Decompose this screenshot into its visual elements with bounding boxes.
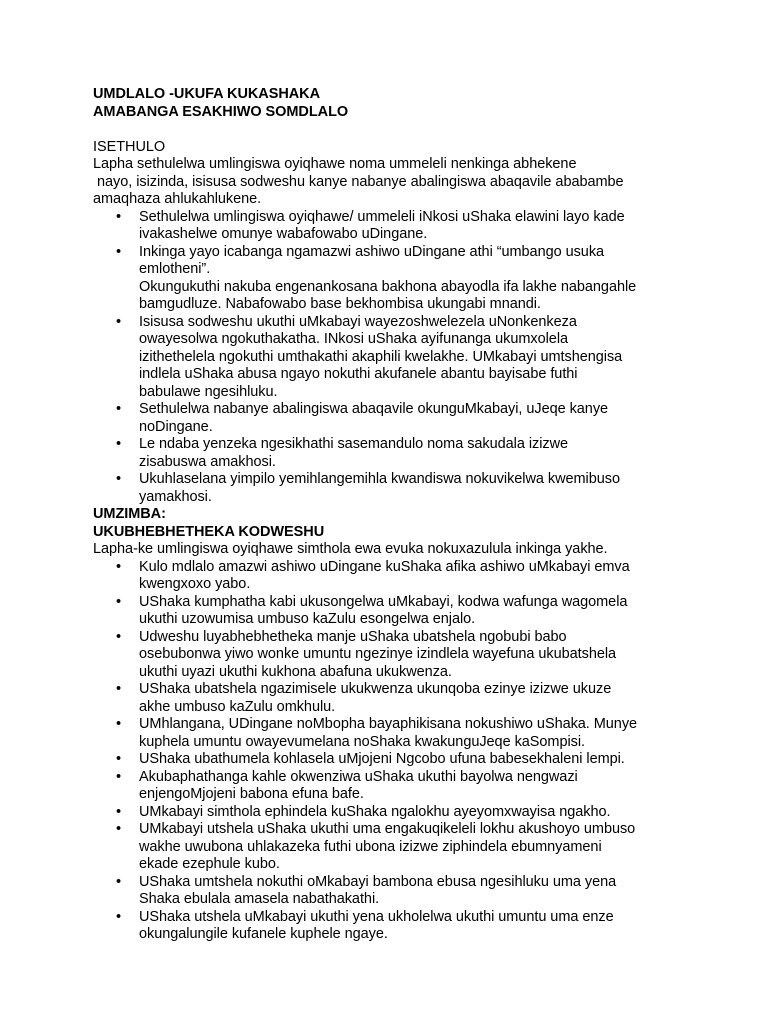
bullet-item [93, 594, 693, 629]
bullet-icon: • [116, 558, 122, 575]
bullet-text-line: Isisusa sodweshu ukuthi uMkabayi wayezoshwelezela uNonkenkeza [139, 313, 577, 330]
bullet-text-line: indlela uShaka abusa ngayo nokuthi akufanele abantu bayisabe futhi [139, 366, 578, 382]
bullet-text-line: wakhe uwubona uhlakazeka futhi ubona izizwe ziphindela ebumnyameni [139, 838, 602, 855]
bullet-item [93, 751, 693, 769]
bullet-icon: • [116, 821, 122, 837]
bullet-text-line: UShaka ubatshela ngazimisele ukukwenza ukunqoba ezinye izizwe ukuze [139, 681, 612, 697]
bullet-text-line: Ukuhlaselana yimpilo yemihlangemihla kwandiswa nokuvikelwa kwemibuso [139, 471, 620, 487]
bullet-text-line: Akubaphathanga kahle okwenziwa uShaka ukuthi bayolwa nengwazi [139, 768, 578, 785]
bullet-icon: • [116, 628, 122, 645]
bullet-icon: • [116, 401, 122, 417]
bullet-text-line: osebubonwa yiwo wonke umuntu ngezinye izindlela wayefuna ukubatshela [139, 646, 617, 662]
bullet-icon: • [116, 471, 122, 487]
bullet-item [93, 804, 693, 822]
bullet-text-line: UMkabayi simthola ephindela kuShaka ngalokhu ayeyomxwayisa ngakho. [139, 803, 611, 820]
bullet-text-line: Udweshu luyabhebhetheka manje uShaka ubatshela ngobubi babo [139, 628, 567, 645]
bullet-item [93, 874, 693, 909]
bullet-text-line: UMkabayi utshela uShaka ukuthi uma engakuqikeleli lokhu akushoyo umbuso [139, 821, 636, 837]
section-intro-paragraph-umzimba: Lapha-ke umlingiswa oyiqhawe simthola ewa evuka nokuxazulula inkinga yakhe. [93, 541, 608, 557]
bullet-text-line: UMhlangana, UDingane noMbopha bayaphikisana nokushiwo uShaka. Munye [139, 716, 638, 732]
bullet-text-line: izithethelela ngokuthi umthakathi akaphili kwelakhe. UMkabayi umtshengisa [139, 348, 623, 365]
spacer [93, 121, 693, 139]
bullet-item [93, 314, 693, 402]
bullet-item [93, 909, 693, 944]
bullet-item [93, 436, 693, 471]
bullet-text-line: ukuthi uyazi ukuthi kukhona abafuna ukukwenza. [139, 663, 452, 680]
document-title-line1: UMDLALO -UKUFA KUKASHAKA [93, 86, 321, 102]
bullet-text-line: Shaka ebulala amasela nabathakathi. [139, 891, 380, 907]
intro-line: amaqhaza ahlukahlukene. [93, 191, 262, 207]
bullet-item [93, 716, 693, 751]
bullet-item [93, 769, 693, 804]
bullet-icon: • [116, 243, 122, 260]
bullet-text-line: owayesolwa ngokuthakatha. INkosi uShaka ayifunanga ukumxolela [139, 331, 568, 347]
bullet-text-line: UShaka kumphatha kabi ukusongelwa uMkabayi, kodwa wafunga wagomela [139, 593, 628, 610]
bullet-text-line: Sethulelwa nabanye abalingiswa abaqavile okunguMkabayi, uJeqe kanye [139, 401, 609, 417]
bullet-text-line: bamgudluze. Nabafowabo base bekhombisa ukungabi mnandi. [139, 296, 541, 312]
bullet-text-line: noDingane. [139, 418, 213, 435]
bullet-text-line: enjengoMjojeni babona efuna bafe. [139, 786, 364, 802]
bullet-item [93, 629, 693, 682]
bullet-icon: • [116, 681, 122, 697]
bullet-text-line: ukuthi uzowumisa umbuso kaZulu esongelwa enjalo. [139, 611, 476, 627]
section-heading-isethulo: ISETHULO [93, 138, 166, 155]
intro-line: nayo, isizinda, isisusa sodweshu kanye nabanye abalingiswa abaqavile ababambe [97, 173, 624, 190]
bullet-icon: • [116, 873, 122, 890]
bullet-text-line: emlotheni”. [139, 261, 211, 277]
bullet-text-line: Inkinga yayo icabanga ngamazwi ashiwo uDingane athi “umbango usuka [139, 243, 605, 260]
section-heading-umzimba: UMZIMBA: [93, 506, 166, 522]
bullet-item [93, 401, 693, 436]
bullet-text-line: ekade ezephule kubo. [139, 856, 280, 872]
bullet-text-line: yamakhosi. [139, 488, 212, 505]
bullet-icon: • [116, 313, 122, 330]
bullet-text-line: Okungukuthi nakuba engenankosana bakhona abayodla ifa lakhe nabangahle [139, 278, 637, 295]
bullet-item [93, 821, 693, 874]
bullet-text-line: Kulo mdlalo amazwi ashiwo uDingane kuShaka afika ashiwo uMkabayi emva [139, 558, 630, 575]
section-subheading-ukubhebhetheka: UKUBHEBHETHEKA KODWESHU [93, 523, 325, 540]
bullet-icon: • [116, 593, 122, 610]
bullet-text-line: ivakashelwe omunye wabafowabo uDingane. [139, 226, 428, 242]
document-page [93, 86, 693, 944]
bullet-text-line: babulawe ngesihluku. [139, 383, 278, 400]
bullet-text-line: kwengxoxo yabo. [139, 576, 251, 592]
bullet-icon: • [116, 208, 122, 225]
bullet-icon: • [116, 768, 122, 785]
section-bullet-list-umzimba [93, 559, 693, 944]
bullet-text-line: UShaka ubathumela kohlasela uMjojeni Ngcobo ufuna babesekhaleni lempi. [139, 751, 625, 767]
document-title-line2: AMABANGA ESAKHIWO SOMDLALO [93, 103, 349, 120]
bullet-text-line: Sethulelwa umlingiswa oyiqhawe/ ummeleli iNkosi uShaka elawini layo kade [139, 208, 625, 225]
bullet-icon: • [116, 751, 122, 767]
section-intro-paragraph [93, 156, 693, 209]
bullet-icon: • [116, 908, 122, 925]
bullet-icon: • [116, 803, 122, 820]
bullet-icon: • [116, 716, 122, 732]
bullet-text-line: zisabuswa amakhosi. [139, 453, 276, 470]
section-bullet-list-isethulo [93, 209, 693, 507]
bullet-item [93, 244, 693, 314]
bullet-icon: • [116, 436, 122, 452]
intro-line: Lapha sethulelwa umlingiswa oyiqhawe noma ummeleli nenkinga abhekene [93, 156, 577, 172]
bullet-text-line: Le ndaba yenzeka ngesikhathi sasemandulo noma sakudala izizwe [139, 436, 569, 452]
bullet-item [93, 681, 693, 716]
bullet-text-line: kuphela umuntu owayevumelana noShaka kwakunguJeqe kaSompisi. [139, 733, 585, 750]
bullet-text-line: akhe umbuso kaZulu omkhulu. [139, 698, 336, 715]
bullet-text-line: UShaka utshela uMkabayi ukuthi yena ukholelwa ukuthi umuntu uma enze [139, 908, 614, 925]
bullet-item [93, 471, 693, 506]
bullet-item [93, 209, 693, 244]
bullet-text-line: UShaka umtshela nokuthi oMkabayi bambona ebusa ngesihluku uma yena [139, 873, 617, 890]
bullet-item [93, 559, 693, 594]
bullet-text-line: okungalungile kufanele kuphele ngaye. [139, 926, 388, 942]
